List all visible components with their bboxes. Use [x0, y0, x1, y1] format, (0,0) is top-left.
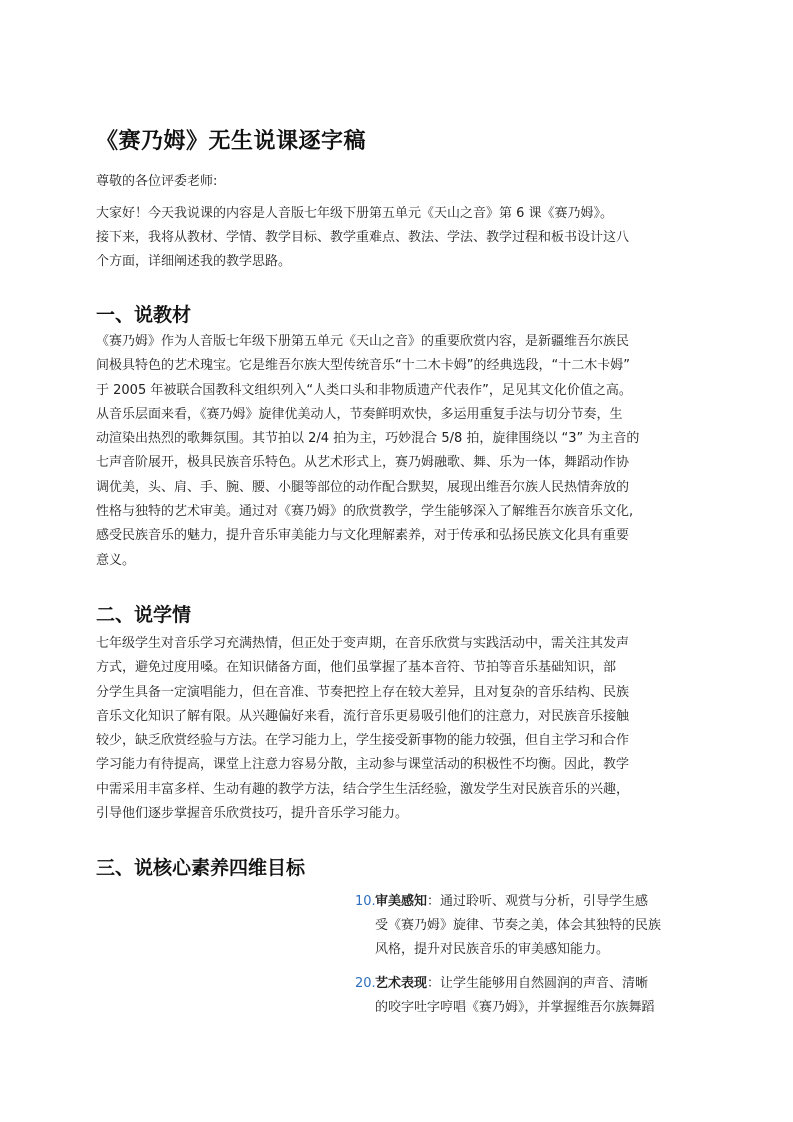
goal-item: [355, 890, 695, 962]
paragraph-line: 学习能力有待提高，课堂上注意力容易分散，主动参与课堂活动的积极性不均衡。因此，教学: [96, 757, 630, 773]
paragraph-line: 调优美，头、肩、手、腕、腰、小腿等部位的动作配合默契，展现出维吾尔族人民热情奔放的: [96, 479, 630, 495]
goal-term: 审美感知: [375, 894, 428, 909]
goal-term: 艺术表现: [375, 976, 428, 991]
goal-text: 让学生能够用自然圆润的声音、清晰: [440, 976, 649, 991]
goal-text: 通过聆听、观赏与分析，引导学生感: [440, 894, 649, 909]
goal-line: 受《赛乃姆》旋律、节奏之美，体会其独特的民族: [375, 918, 662, 933]
list-number: 10.: [355, 894, 376, 909]
section-heading-students: 二、说学情: [96, 604, 192, 626]
paragraph-line: 动渲染出热烈的歌舞氛围。其节拍以 2/4 拍为主，巧妙混合 5/8 拍，旋律围绕以 “3” 为主音的: [96, 431, 640, 447]
salutation: 尊敬的各位评委老师:: [96, 174, 218, 189]
goal-line: 的咬字吐字哼唱《赛乃姆》，并掌握维吾尔族舞蹈: [375, 1000, 655, 1015]
paragraph-line: 七声音阶展开，极具民族音乐特色。从艺术形式上，赛乃姆融歌、舞、乐为一体，舞蹈动作协: [96, 455, 630, 471]
goal-line: [375, 972, 695, 996]
paragraph-line: 方式，避免过度用嗓。在知识储备方面，他们虽掌握了基本音符、节拍等音乐基础知识，部: [96, 660, 617, 676]
paragraph-line: 中需采用丰富多样、生动有趣的教学方法，结合学生生活经验，激发学生对民族音乐的兴趣，: [96, 781, 630, 797]
paragraph-line: 间极具特色的艺术瑰宝。它是维吾尔族大型传统音乐“十二木卡姆”的经典选段，“十二木卡姆”: [96, 358, 630, 374]
section-paragraph-students: [96, 632, 704, 826]
paragraph-line: 感受民族音乐的魅力，提升音乐审美能力与文化理解素养，对于传承和弘扬民族文化具有重要: [96, 528, 630, 544]
paragraph-line: 分学生具备一定演唱能力，但在音准、节奏把控上存在较大差异，且对复杂的音乐结构、民族: [96, 684, 630, 700]
intro-line: 接下来，我将从教材、学情、教学目标、教学重难点、教法、学法、教学过程和板书设计这八: [96, 230, 630, 245]
intro-paragraph: [96, 202, 702, 274]
paragraph-line: 引导他们逐步掌握音乐欣赏技巧，提升音乐学习能力。: [96, 806, 409, 822]
paragraph-line: 意义。: [96, 552, 136, 568]
section-paragraph-textbook: [96, 330, 704, 573]
paragraph-line: 《赛乃姆》作为人音版七年级下册第五单元《天山之音》的重要欣赏内容，是新疆维吾尔族民: [96, 334, 630, 349]
intro-line: 大家好！今天我说课的内容是人音版七年级下册第五单元《天山之音》第 6 课《赛乃姆》。: [96, 206, 614, 221]
goal-colon: ：: [427, 976, 441, 991]
document-title: 《赛乃姆》无生说课逐字稿: [96, 129, 367, 154]
section-heading-goals: 三、说核心素养四维目标: [96, 857, 306, 879]
paragraph-line: 于 2005 年被联合国教科文组织列入“人类口头和非物质遗产代表作”，足见其文化价值之高。: [96, 382, 632, 398]
goals-list: [355, 890, 695, 1030]
goal-colon: ：: [427, 894, 441, 909]
section-heading-textbook: 一、说教材: [96, 304, 192, 326]
list-number: 20.: [355, 976, 376, 991]
goal-item: [355, 972, 695, 1020]
paragraph-line: 较少，缺乏欣赏经验与方法。在学习能力上，学生接受新事物的能力较强，但自主学习和合作: [96, 733, 630, 749]
paragraph-line: 性格与独特的艺术审美。通过对《赛乃姆》的欣赏教学，学生能够深入了解维吾尔族音乐文化,: [96, 504, 634, 520]
intro-line: 个方面，详细阐述我的教学思路。: [96, 254, 292, 269]
paragraph-line: 从音乐层面来看，《赛乃姆》旋律优美动人，节奏鲜明欢快，多运用重复手法与切分节奏，生: [96, 406, 623, 422]
goal-line: [375, 890, 695, 914]
paragraph-line: 七年级学生对音乐学习充满热情，但正处于变声期，在音乐欣赏与实践活动中，需关注其发声: [96, 636, 630, 651]
paragraph-line: 音乐文化知识了解有限。从兴趣偏好来看，流行音乐更易吸引他们的注意力，对民族音乐接触: [96, 708, 630, 724]
goal-line: 风格，提升对民族音乐的审美感知能力。: [375, 942, 610, 957]
